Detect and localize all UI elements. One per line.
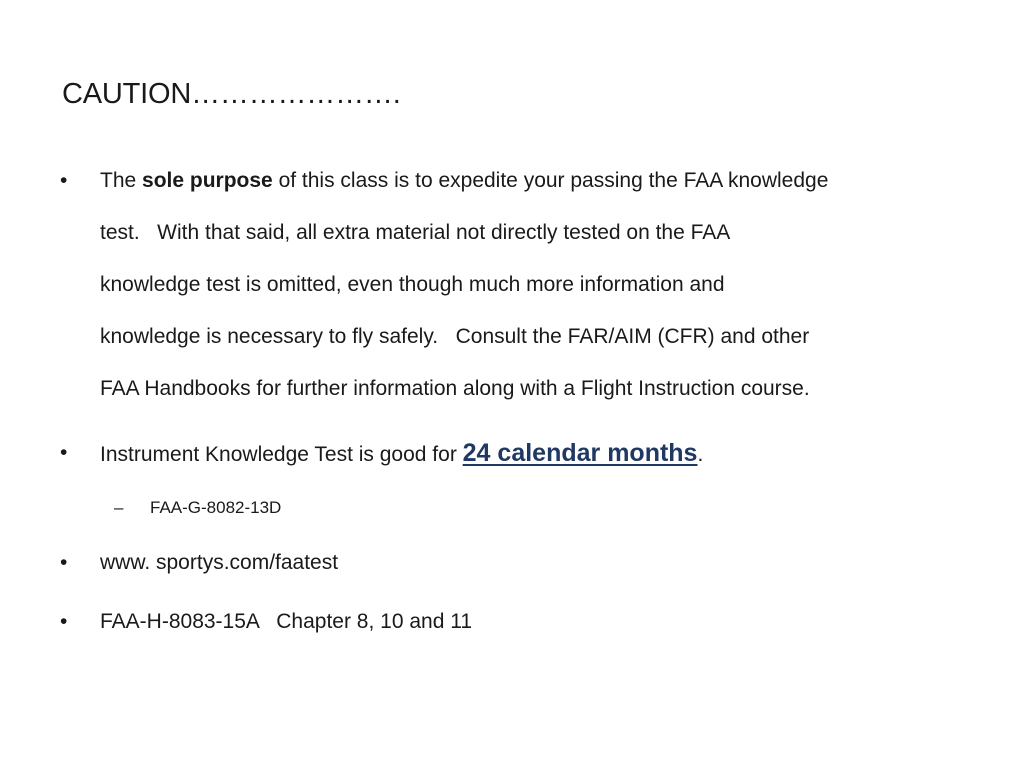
bullet-line: knowledge is necessary to fly safely. Consult the FAR/AIM (CFR) and other (100, 325, 810, 348)
bullet-line: test. With that said, all extra material not directly tested on the FAA (100, 221, 731, 244)
text-span: The (100, 169, 143, 192)
bullet-line (100, 155, 980, 207)
bullet-text (100, 427, 703, 481)
sub-bullet-text: FAA-G-8082-13D (150, 498, 282, 517)
bullet-dot: • (60, 441, 68, 464)
text-span: of this class is to expedite your passing the FAA knowledge (272, 169, 829, 192)
bullet-line: FAA Handbooks for further information along with a Flight Instruction course. (100, 377, 810, 400)
bullet-text (100, 155, 980, 415)
bullet-dot: • (60, 551, 68, 574)
sub-bullet-dash: – (114, 498, 124, 517)
bullet-dot: • (60, 610, 68, 633)
bullet-dot: • (60, 169, 68, 192)
handbook-text: FAA-H-8083-15A Chapter 8, 10 and 11 (100, 610, 473, 633)
emphasis-24-calendar-months: 24 calendar months (462, 439, 698, 467)
website-text: www. sportys.com/faatest (100, 551, 339, 574)
text-span: Instrument Knowledge Test is good for (100, 443, 463, 466)
bold-sole-purpose: sole purpose (142, 169, 273, 192)
text-span: . (697, 443, 704, 466)
bullet-line: knowledge test is omitted, even though much more information and (100, 273, 725, 296)
slide-title: CAUTION…………………. (62, 78, 401, 110)
